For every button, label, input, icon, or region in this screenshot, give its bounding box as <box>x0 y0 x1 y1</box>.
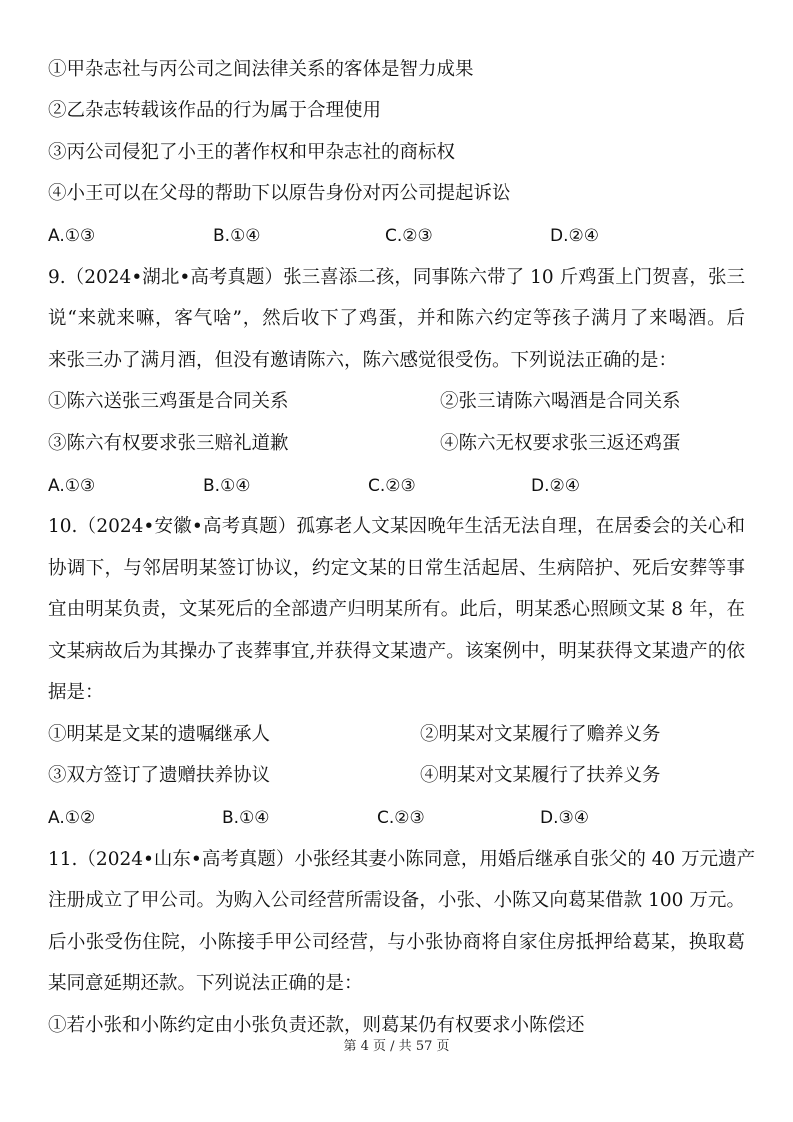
q8-statement-2: ②乙杂志转载该作品的行为属于合理使用 <box>48 100 382 121</box>
q10-stem-line-1: 10.（2024•安徽•高考真题）孤寡老人文某因晚年生活无法自理，在居委会的关心和 <box>48 516 745 537</box>
q8-answer-d: D.②④ <box>550 226 599 246</box>
q8-answer-b: B.①④ <box>213 226 261 246</box>
q8-statement-1: ①甲杂志社与丙公司之间法律关系的客体是智力成果 <box>48 59 474 80</box>
q9-answer-a: A.①③ <box>48 476 96 496</box>
q11-stem-line-1: 11.（2024•山东•高考真题）小张经其妻小陈同意，用婚后继承自张父的 40 万元遗产 <box>48 849 756 870</box>
q8-answer-a: A.①③ <box>48 226 96 246</box>
q10-stem-line-3: 宜由明某负责，文某死后的全部遗产归明某所有。此后，明某悉心照顾文某 8 年，在 <box>48 599 745 620</box>
q10-answer-a: A.①② <box>48 808 96 828</box>
page-number-footer: 第 4 页 / 共 57 页 <box>343 1039 450 1054</box>
q8-answer-c: C.②③ <box>385 226 433 246</box>
q11-statement-1: ①若小张和小陈约定由小张负责还款，则葛某仍有权要求小陈偿还 <box>48 1015 585 1036</box>
q9-statement-3: ③陈六有权要求张三赔礼道歉 <box>48 433 289 454</box>
q11-stem-line-2: 注册成立了甲公司。为购入公司经营所需设备，小张、小陈又向葛某借款 100 万元。 <box>48 890 745 911</box>
q11-stem-line-3: 后小张受伤住院，小陈接手甲公司经营，与小张协商将自家住房抵押给葛某，换取葛 <box>48 932 745 953</box>
q10-answer-d: D.③④ <box>540 808 589 828</box>
q10-answer-b: B.①④ <box>222 808 270 828</box>
q9-statement-4: ④陈六无权要求张三返还鸡蛋 <box>440 433 681 454</box>
q10-statement-2: ②明某对文某履行了赡养义务 <box>420 724 661 745</box>
q8-statement-3: ③丙公司侵犯了小王的著作权和甲杂志社的商标权 <box>48 142 456 163</box>
q9-answer-d: D.②④ <box>531 476 580 496</box>
q9-statement-1: ①陈六送张三鸡蛋是合同关系 <box>48 391 289 412</box>
q9-stem-line-2: 说“来就来嘛，客气啥”，然后收下了鸡蛋，并和陈六约定等孩子满月了来喝酒。后 <box>48 308 745 329</box>
q10-stem-line-4: 文某病故后为其操办了丧葬事宜,并获得文某遗产。该案例中，明某获得文某遗产的依 <box>48 641 745 662</box>
q10-statement-4: ④明某对文某履行了扶养义务 <box>420 765 661 786</box>
q9-stem-line-3: 来张三办了满月酒，但没有邀请陈六，陈六感觉很受伤。下列说法正确的是： <box>48 350 678 371</box>
q10-stem-line-5: 据是： <box>48 682 104 703</box>
q8-statement-4: ④小王可以在父母的帮助下以原告身份对丙公司提起诉讼 <box>48 183 511 204</box>
q10-answer-c: C.②③ <box>377 808 425 828</box>
q10-statement-3: ③双方签订了遗赠扶养协议 <box>48 765 271 786</box>
q10-stem-line-2: 协调下，与邻居明某签订协议，约定文某的日常生活起居、生病陪护、死后安葬等事 <box>48 558 745 579</box>
q9-answer-c: C.②③ <box>368 476 416 496</box>
q9-statement-2: ②张三请陈六喝酒是合同关系 <box>440 391 681 412</box>
q9-stem-line-1: 9.（2024•湖北•高考真题）张三喜添二孩，同事陈六带了 10 斤鸡蛋上门贺喜，张三 <box>48 267 745 288</box>
q9-answer-b: B.①④ <box>203 476 251 496</box>
q11-stem-line-4: 某同意延期还款。下列说法正确的是： <box>48 973 363 994</box>
q10-statement-1: ①明某是文某的遗嘱继承人 <box>48 724 271 745</box>
